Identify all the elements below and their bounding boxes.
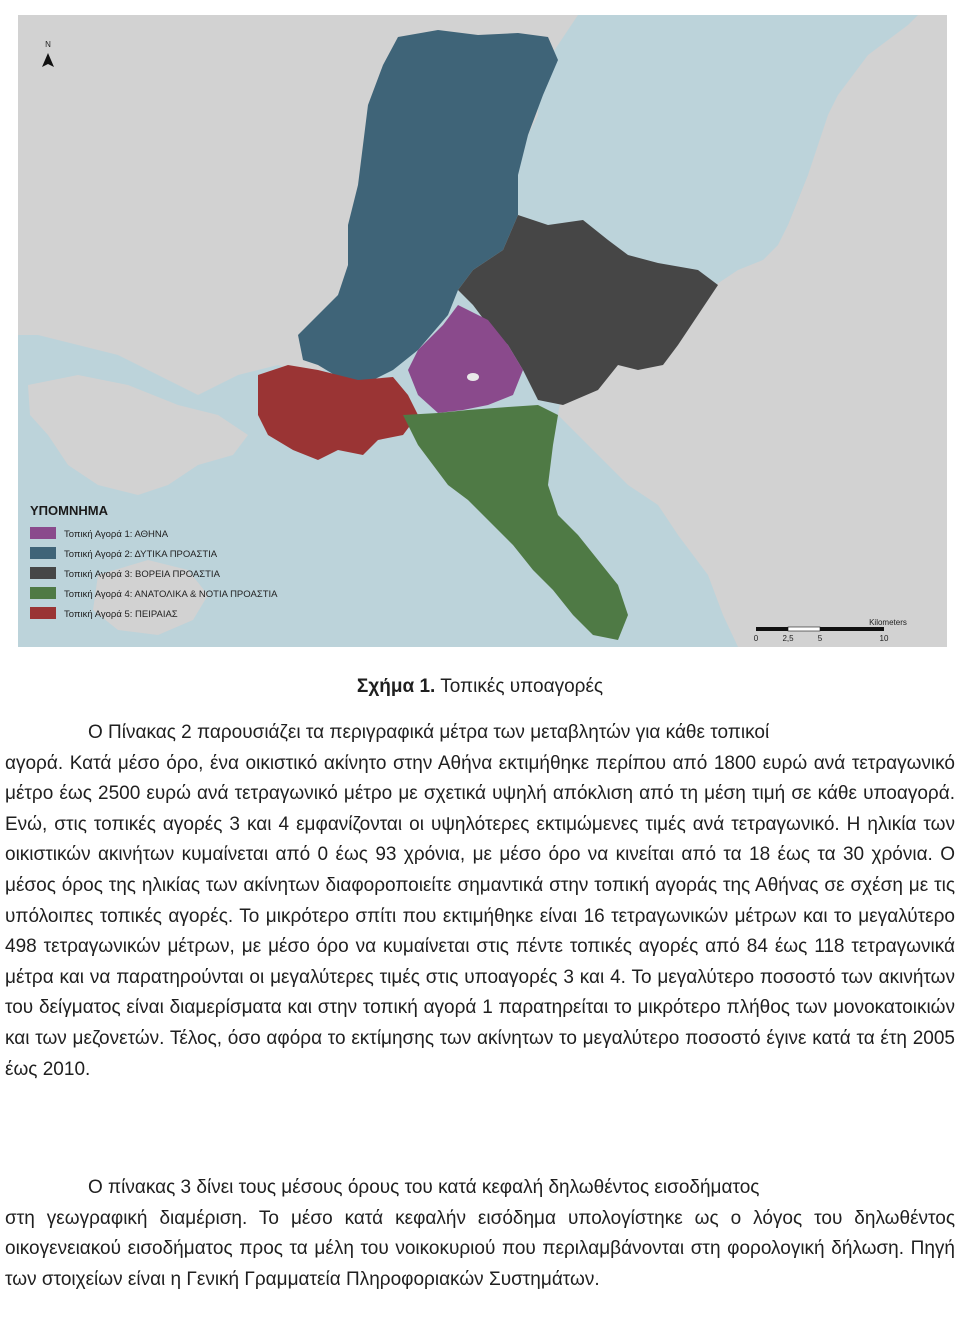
scale-tick-label: 5 — [817, 634, 823, 643]
paragraph-body: αγορά. Κατά μέσο όρο, ένα οικιστικό ακίνητο στην Αθήνα εκτιμήθηκε περίπου από 1800 ευρώ ανά τετραγωνικό μέτρο έως 2500 ευρώ ανά τετραγωνικό μέτρο με σχετικά υψηλή απόκλιση από τη μέση τιμή σε κάθε υποαγορά. Ενώ, στις τοπικές αγορές 3 και 4 εμφανίζονται οι υψηλότερες εκτιμώμενες τιμές ανά τετραγωνικό. Η ηλικία των οικιστικών ακινήτων κυμαίνεται από 0 έως 93 χρόνια, με μέσο όρο να κινείται από τα 18 έως τα 30 χρόνια. Ο μέσος όρος της ηλικίας των ακίνητων διαφοροποιείτε σημαντικά στην τοπική αγοράς της Αθήνας σε σχέση με τις υπόλοιπες τοπικές αγορές. Το μικρότερο σπίτι που εκτιμήθηκε είναι 16 τετραγωνικών μέτρων και το μεγαλύτερο 498 τετραγωνικών μέτρων, με μέσο όρο να κυμαίνεται στις πέντε τοπικές αγορές από 84 έως 118 τετραγωνικά μέτρα και να παρατηρούνται οι μεγαλύτερες τιμές στις υποαγορές 3 και 4. Το μεγαλύτερο ποσοστό των ακινήτων του δείγματος είναι διαμερίσματα και στην τοπική αγορά 1 παρατηρείται το μικρότερο πλήθος των μονοκατοικιών και των μεζονετών. Τέλος, όσο αφόρα το εκτίμησης των ακίνητων το μεγαλύτερο ποσοστό έγινε κατά τα έτη 2005 έως 2010. — [5, 752, 955, 1080]
paragraph-first-line: Ο Πίνακας 2 παρουσιάζει τα περιγραφικά μέτρα των μεταβλητών για κάθε τοπικοί — [88, 722, 770, 743]
legend-label: Τοπική Αγορά 1: ΑΘΗΝΑ — [64, 529, 169, 540]
legend-swatch — [30, 567, 56, 579]
scale-segment — [820, 627, 884, 631]
scale-tick-label: 2,5 — [782, 634, 794, 643]
figure-number: Σχήμα 1. — [356, 676, 436, 697]
scale-unit: Kilometers — [869, 618, 907, 627]
legend-item — [30, 587, 278, 600]
legend-label: Τοπική Αγορά 3: ΒΟΡΕΙΑ ΠΡΟΑΣΤΙΑ — [64, 569, 220, 580]
regional-submarkets-map — [18, 15, 947, 647]
paragraph — [5, 718, 955, 1085]
paragraph-first-line: Ο πίνακας 3 δίνει τους μέσους όρους του κατά κεφαλή δηλωθέντος εισοδήματος — [88, 1177, 760, 1198]
figure-title: Τοπικές υποαγορές — [435, 676, 604, 697]
legend-label: Τοπική Αγορά 2: ΔΥΤΙΚΑ ΠΡΟΑΣΤΙΑ — [64, 549, 218, 560]
legend-swatch — [30, 547, 56, 559]
paragraph — [5, 1173, 955, 1295]
legend-label: Τοπική Αγορά 5: ΠΕΙΡΑΙΑΣ — [64, 609, 178, 620]
scale-tick-label: 0 — [753, 634, 759, 643]
legend-swatch — [30, 587, 56, 599]
figure-caption — [0, 676, 960, 698]
scale-tick-label: 10 — [879, 634, 889, 643]
legend-swatch — [30, 607, 56, 619]
lake-marker — [467, 373, 479, 381]
legend-label: Τοπική Αγορά 4: ΑΝΑΤΟΛΙΚΑ & ΝΟΤΙΑ ΠΡΟΑΣΤΙΑ — [64, 589, 278, 600]
scale-segment — [788, 627, 820, 631]
legend-swatch — [30, 527, 56, 539]
north-arrow-label: N — [45, 40, 51, 49]
scale-segment — [756, 627, 788, 631]
legend-item — [30, 607, 178, 620]
paragraph-body: στη γεωγραφική διαμέριση. Το μέσο κατά κεφαλήν εισόδημα υπολογίστηκε ως ο λόγος του δηλωθέντος οικογενειακού εισοδήματος προς τα μέλη του νοικοκυριού που περιλαμβάνονται στη φορολογική δήλωση. Πηγή των στοιχείων είναι η Γενική Γραμματεία Πληροφοριακών Συστημάτων. — [5, 1207, 955, 1290]
legend-item — [30, 527, 169, 540]
legend-title: ΥΠΟΜΝΗΜΑ — [30, 503, 108, 518]
